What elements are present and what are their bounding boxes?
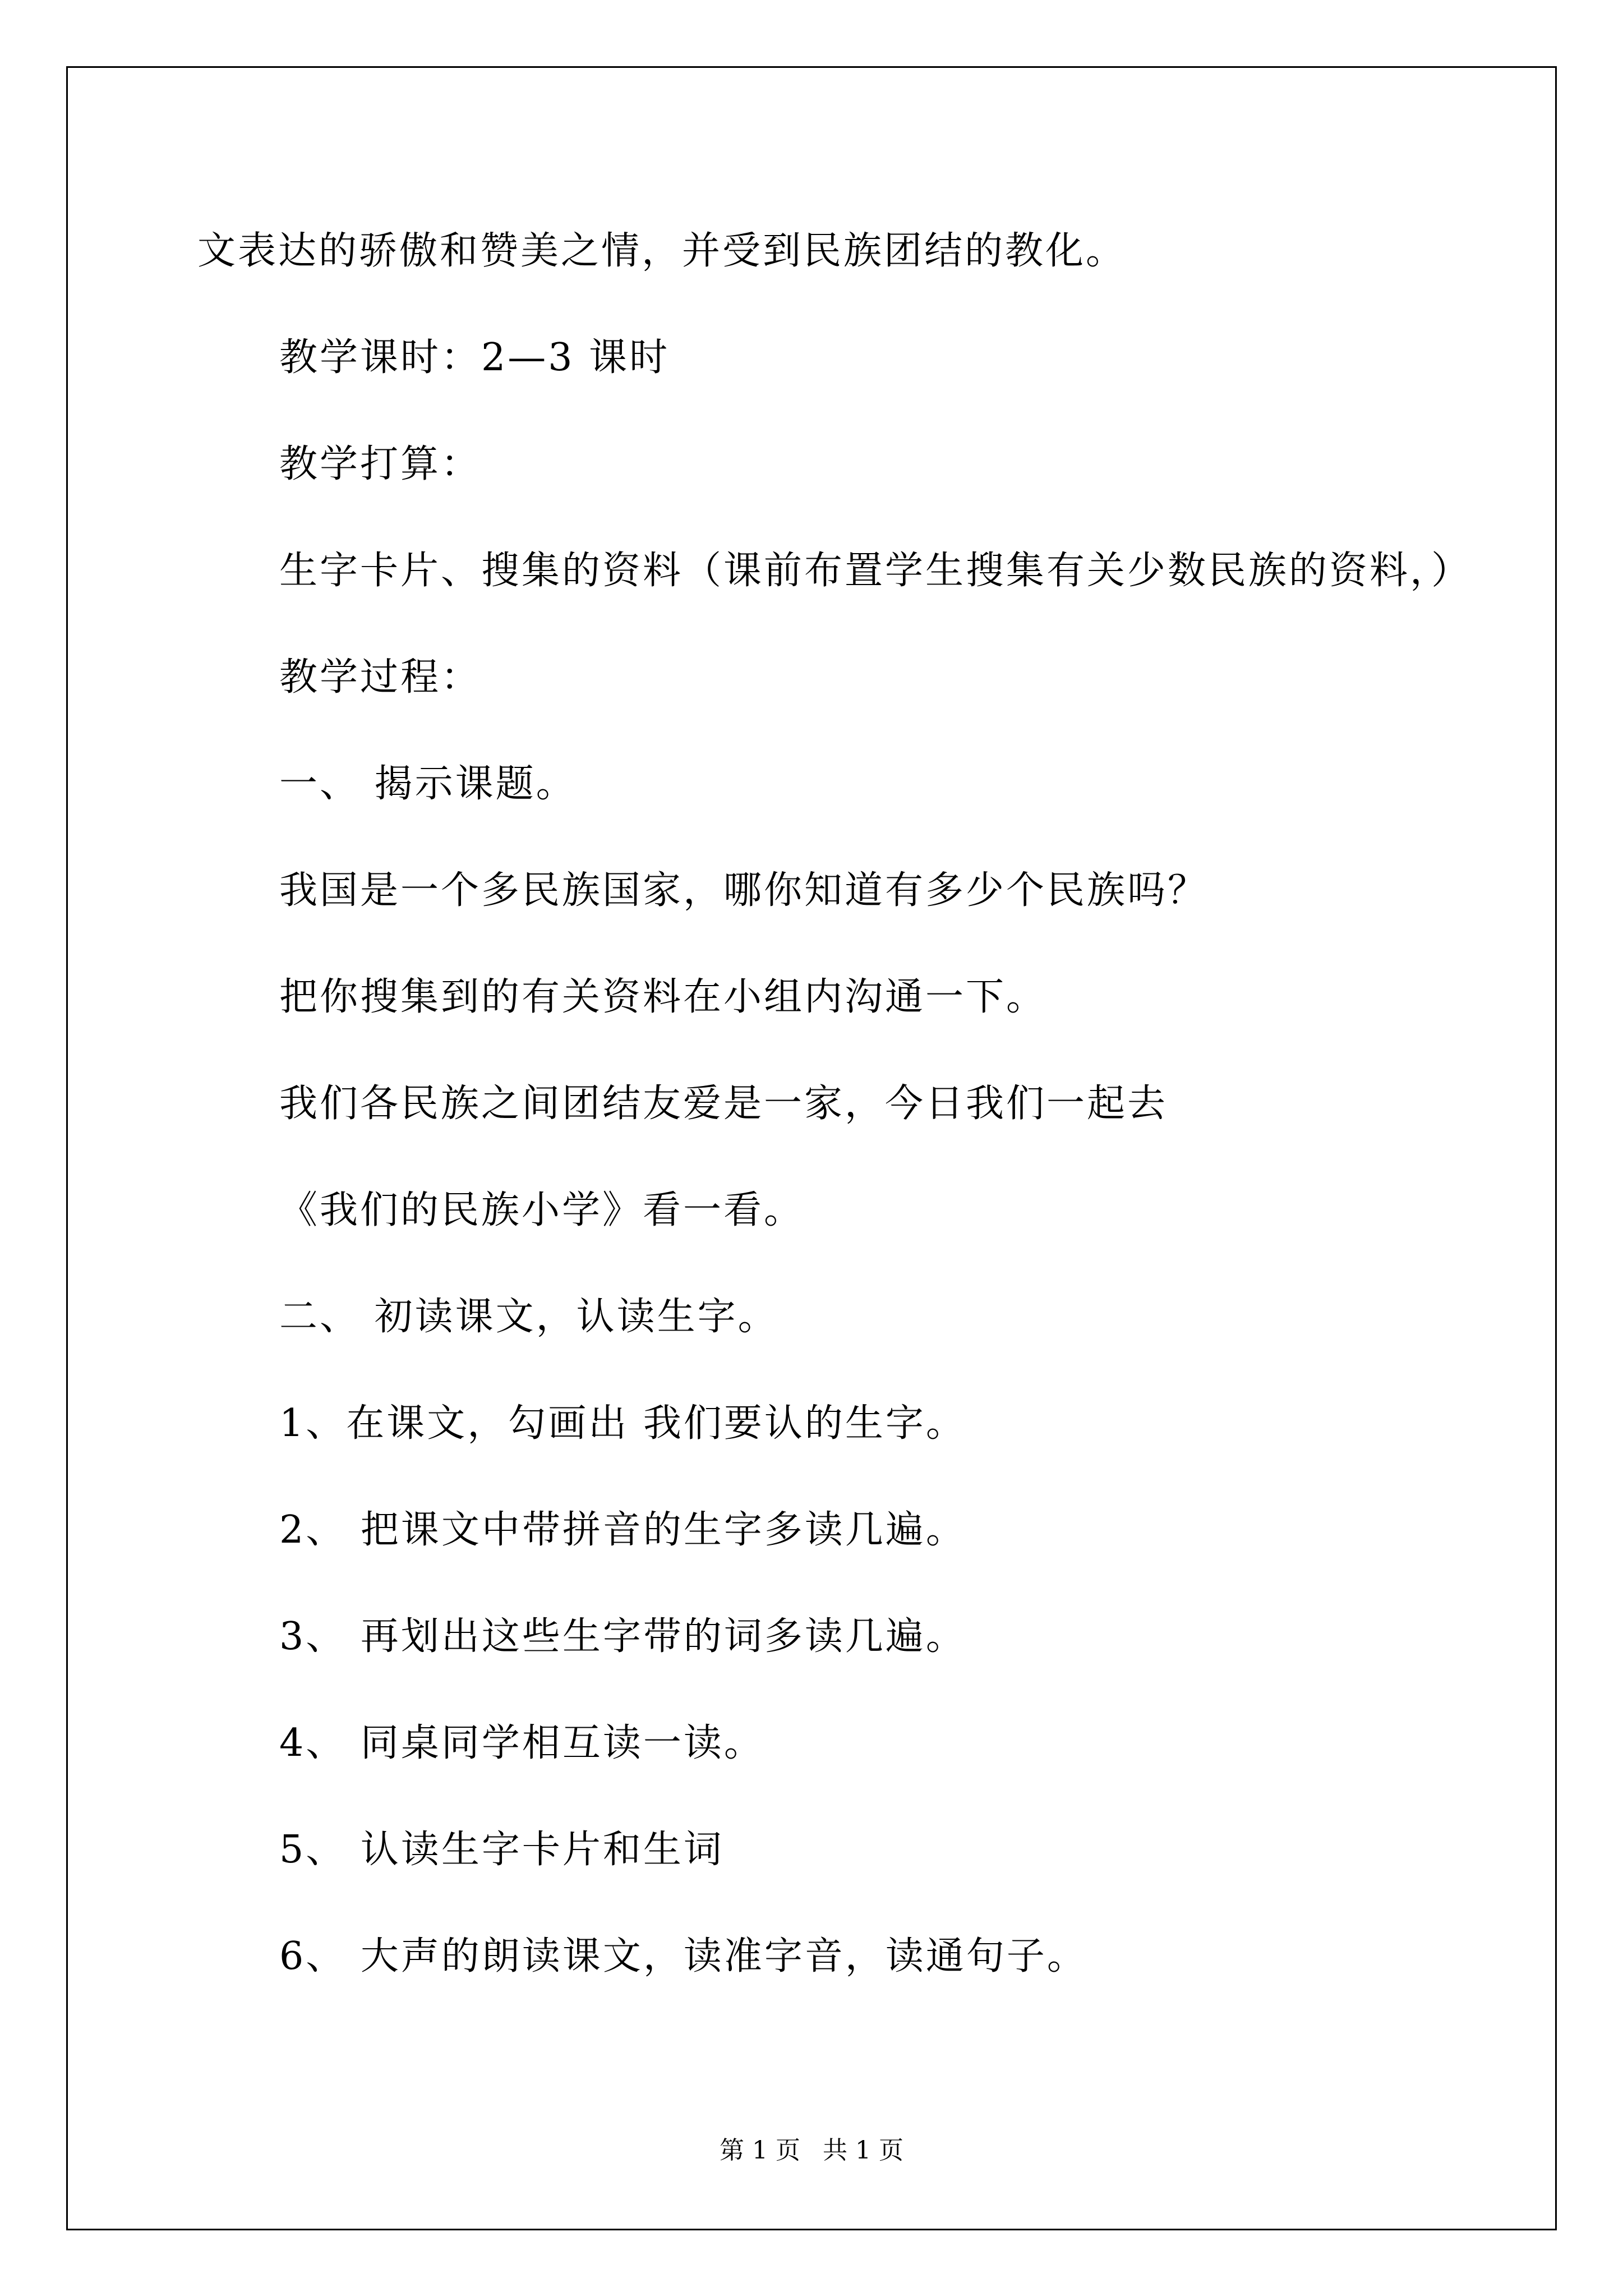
text-line: 我国是一个多民族国家，哪你知道有多少个民族吗？ xyxy=(279,868,1209,913)
text-line: 文表达的骄傲和赞美之情，并受到民族团结的教化。 xyxy=(197,229,1127,273)
list-item: 5、 认读生字卡片和生词 xyxy=(279,1828,724,1872)
page-footer xyxy=(0,2136,1623,2165)
text-line: 教学过程： xyxy=(279,655,482,700)
section-heading: 二、 初读课文，认读生字。 xyxy=(279,1295,778,1339)
list-item: 1、在课文，勾画出 我们要认的生字。 xyxy=(279,1401,966,1446)
text-line: 教学打算： xyxy=(279,442,482,486)
section-heading: 一、 揭示课题。 xyxy=(279,762,577,806)
text-line: 《我们的民族小学》看一看。 xyxy=(279,1188,805,1232)
text-line: 教学课时：2—3 课时 xyxy=(279,335,670,380)
text-line: 生字卡片、搜集的资料（课前布置学生搜集有关少数民族的资料，） xyxy=(279,549,1472,593)
page-total: 共 1 页 xyxy=(823,2136,903,2165)
list-item: 3、 再划出这些生字带的词多读几遍。 xyxy=(279,1614,966,1659)
page-border xyxy=(66,66,1557,2230)
list-item: 6、 大声的朗读课文，读准字音，读通句子。 xyxy=(279,1934,1087,1978)
list-item: 2、 把课文中带拼音的生字多读几遍。 xyxy=(279,1508,966,1552)
text-line: 我们各民族之间团结友爱是一家，今日我们一起去 xyxy=(279,1082,1168,1126)
list-item: 4、 同桌同学相互读一读。 xyxy=(279,1721,764,1765)
page-number: 第 1 页 xyxy=(720,2136,800,2165)
text-line: 把你搜集到的有关资料在小组内沟通一下。 xyxy=(279,975,1047,1019)
